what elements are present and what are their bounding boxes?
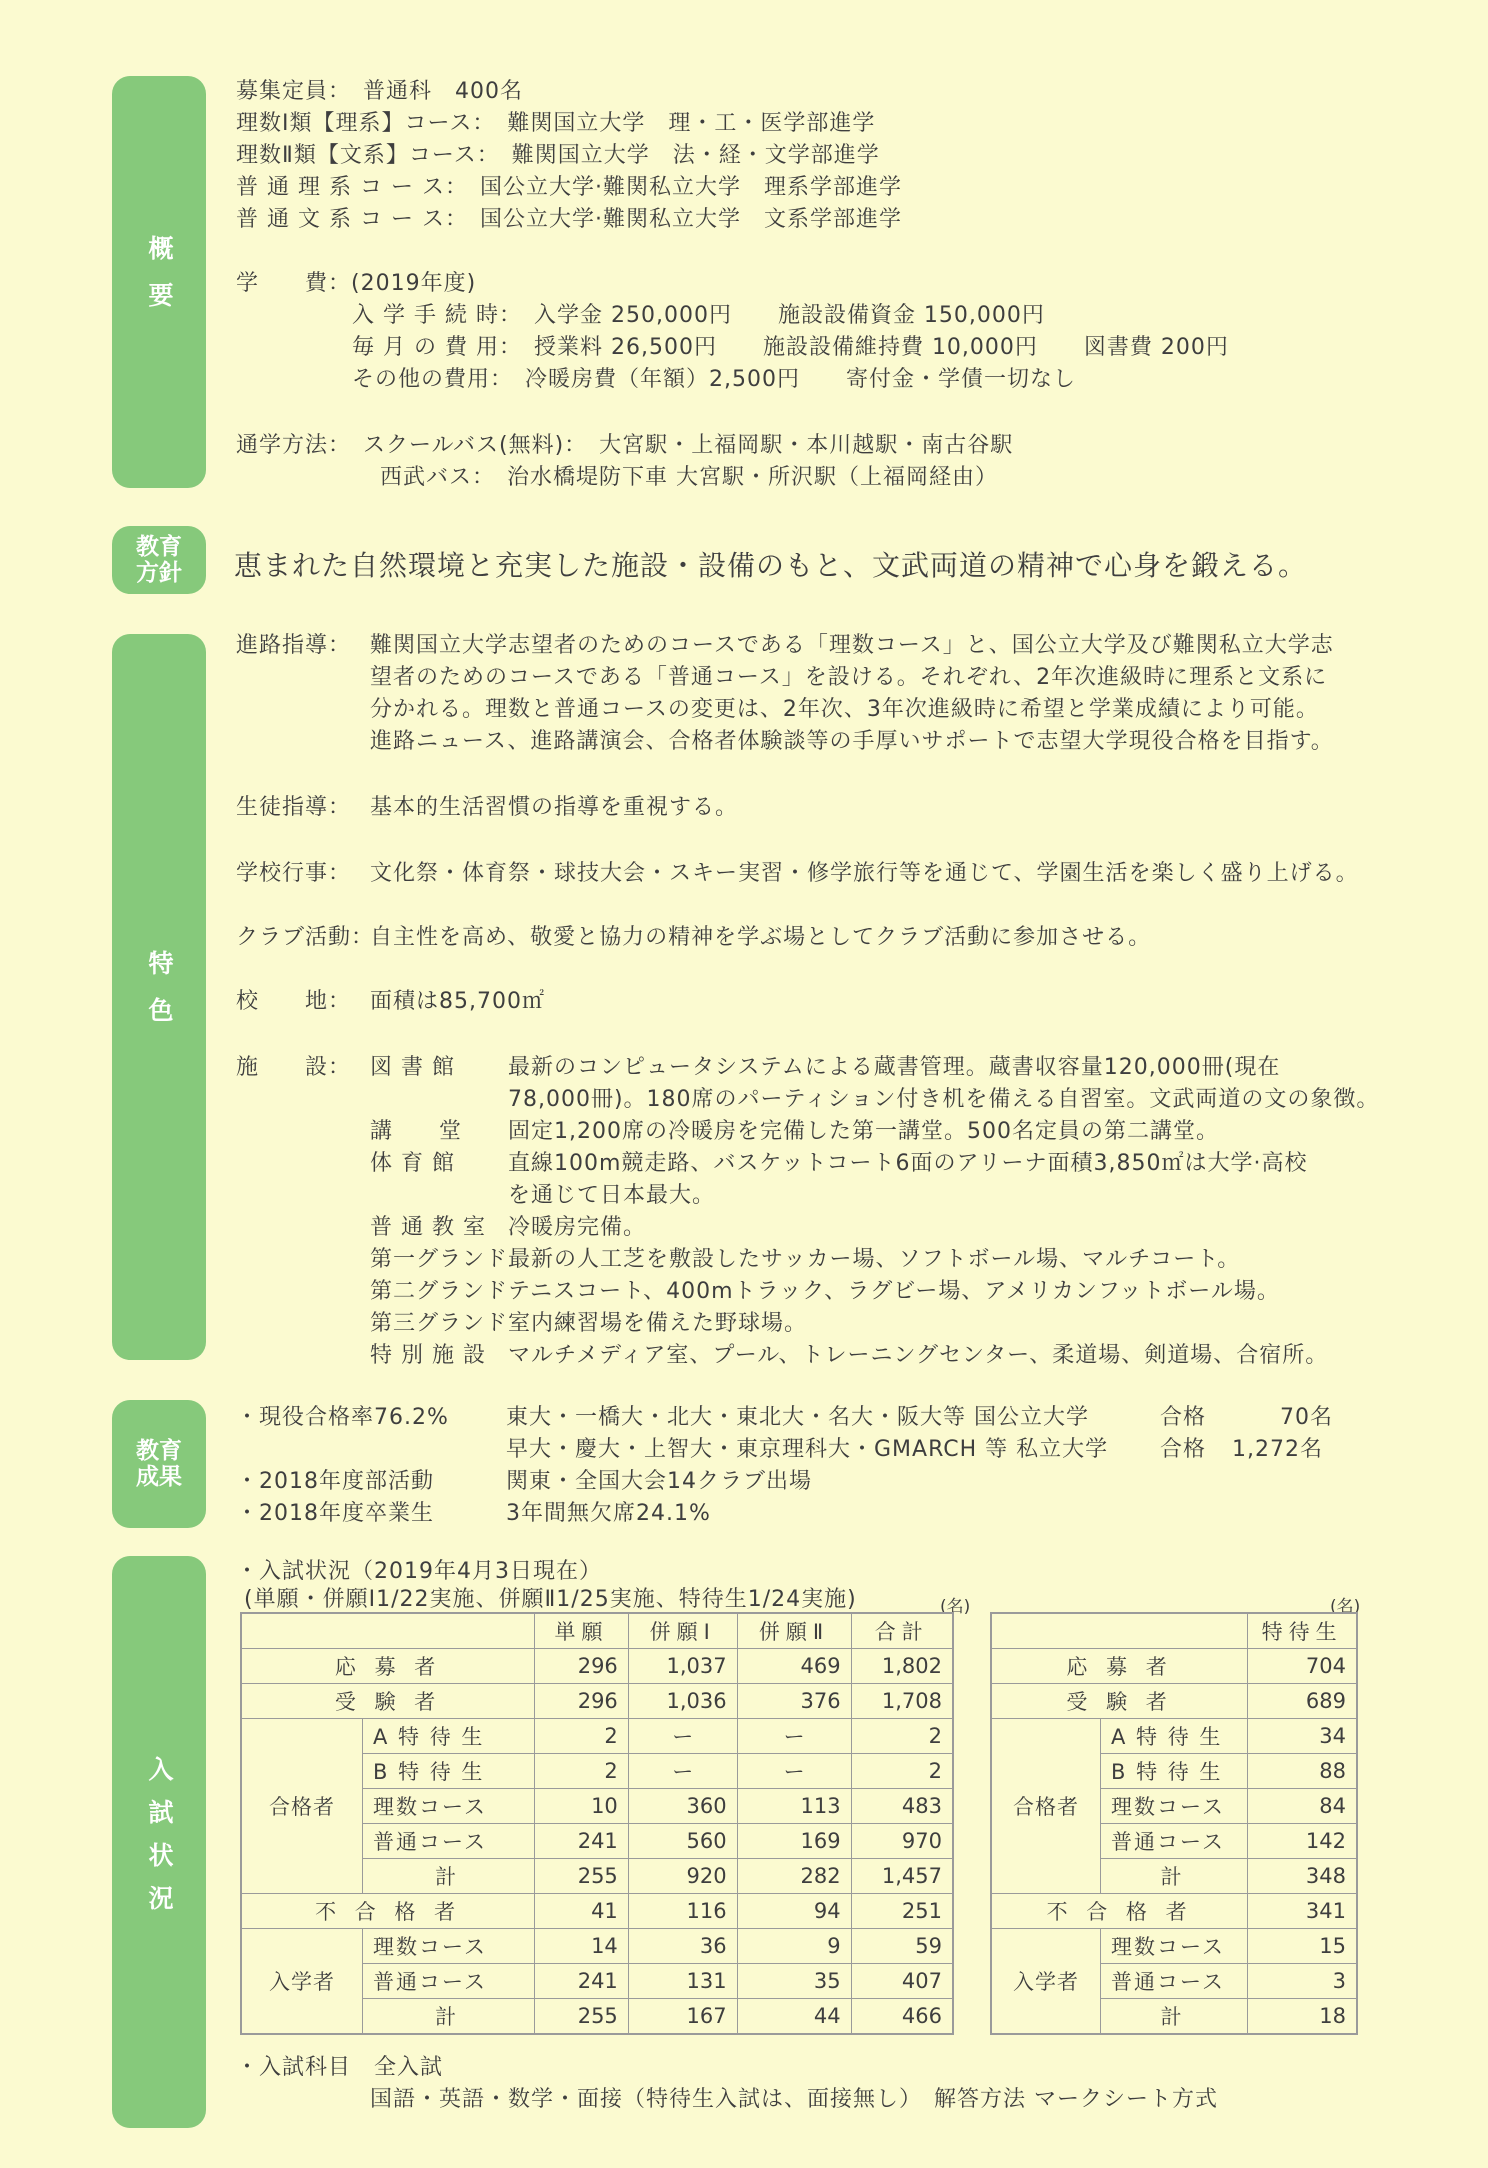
cell: 1,037: [628, 1649, 737, 1684]
column-header: 単願: [535, 1613, 629, 1649]
cell: 44: [737, 1999, 851, 2035]
admission-title: ・入試状況（2019年4月3日現在）: [236, 1559, 602, 1584]
cell: 2: [851, 1754, 953, 1789]
shisetsu-label: 施 設：: [236, 1055, 352, 1080]
kouchi-label: 校 地：: [236, 989, 352, 1014]
gyouji-text: 文化祭・体育祭・球技大会・スキー実習・修学旅行等を通じて、学園生活を楽しく盛り上げる。: [370, 861, 1359, 886]
facility-desc: 室内練習場を備えた野球場。: [508, 1311, 808, 1336]
seito-text: 基本的生活習慣の指導を重視する。: [370, 795, 739, 820]
column-header: 併願Ⅱ: [737, 1613, 851, 1649]
results-tag-label: 教育 成果: [136, 1438, 182, 1490]
results-private-count: 1,272名: [1232, 1437, 1323, 1462]
results-club-label: ・2018年度部活動: [236, 1469, 434, 1494]
column-header: 合計: [851, 1613, 953, 1649]
results-grad-label: ・2018年度卒業生: [236, 1501, 434, 1526]
cell: 116: [628, 1894, 737, 1929]
row-label: 理数コース: [1101, 1789, 1248, 1824]
overview-line: 普 通 文 系 コ ー ス： 国公立大学·難関私立大学 文系学部進学: [236, 207, 902, 232]
cell: 1,457: [851, 1859, 953, 1894]
section-tag-overview: 概要: [112, 76, 206, 488]
cell: 94: [737, 1894, 851, 1929]
group-label: 入学者: [241, 1929, 363, 2035]
table-row: [241, 1929, 953, 1964]
cell: 167: [628, 1999, 737, 2035]
corner-cell: [991, 1613, 1248, 1649]
section-tag-results: [112, 1400, 206, 1528]
cell: 10: [535, 1789, 629, 1824]
cell: 35: [737, 1964, 851, 1999]
shinro-line: 難関国立大学志望者のためのコースである「理数コース」と、国公立大学及び難関私立大学志: [370, 633, 1334, 658]
unit-label: (名): [940, 1597, 971, 1617]
club-text: 自主性を高め、敬愛と協力の精神を学ぶ場としてクラブ活動に参加させる。: [370, 925, 1152, 950]
facility-name: 図 書 館: [370, 1055, 455, 1080]
cell: 241: [535, 1824, 629, 1859]
row-label: 不 合 格 者: [241, 1894, 535, 1929]
seito-label: 生徒指導：: [236, 795, 352, 820]
facility-name: 講 堂: [370, 1119, 463, 1144]
results-rate: ・現役合格率76.2%: [236, 1405, 449, 1430]
facility-name: 普 通 教 室: [370, 1215, 486, 1240]
overview-line: 理数Ⅱ類【文系】コース： 難関国立大学 法・経・文学部進学: [236, 143, 880, 168]
cell: 34: [1248, 1719, 1357, 1754]
row-label: B 特 待 生: [1101, 1754, 1248, 1789]
shinro-line: 分かれる。理数と普通コースの変更は、2年次、3年次進級時に希望と学業成績により可能。: [370, 697, 1319, 722]
facility-desc: マルチメディア室、プール、トレーニングセンター、柔道場、剣道場、合宿所。: [508, 1343, 1329, 1368]
cell: 920: [628, 1859, 737, 1894]
cell: 241: [535, 1964, 629, 1999]
row-label: 受 験 者: [991, 1684, 1248, 1719]
row-label: A 特 待 生: [1101, 1719, 1248, 1754]
admission-subtitle: (単願・併願Ⅰ1/22実施、併願Ⅱ1/25実施、特待生1/24実施): [244, 1587, 857, 1612]
cell: 255: [535, 1859, 629, 1894]
cell: 18: [1248, 1999, 1357, 2035]
table-header-row: [241, 1613, 953, 1649]
cell: 255: [535, 1999, 629, 2035]
cell: 483: [851, 1789, 953, 1824]
table-row: [241, 1684, 953, 1719]
facility-name: 第三グランド: [370, 1311, 509, 1336]
club-label: クラブ活動：: [236, 925, 375, 950]
cell: 296: [535, 1649, 629, 1684]
row-label: 応 募 者: [991, 1649, 1248, 1684]
row-label: 普通コース: [363, 1964, 535, 1999]
unit-label: (名): [1330, 1597, 1361, 1617]
facility-name: 特 別 施 設: [370, 1343, 486, 1368]
results-grad: 3年間無欠席24.1%: [506, 1501, 711, 1526]
table-row: [241, 1649, 953, 1684]
cell: 2: [851, 1719, 953, 1754]
table-row: [991, 1719, 1357, 1754]
cell: 1,802: [851, 1649, 953, 1684]
column-header: 併願Ⅰ: [628, 1613, 737, 1649]
cell: 84: [1248, 1789, 1357, 1824]
group-label: 合格者: [241, 1719, 363, 1894]
cell: 3: [1248, 1964, 1357, 1999]
cell: 704: [1248, 1649, 1357, 1684]
row-label: 普通コース: [1101, 1964, 1248, 1999]
facility-name: 体 育 館: [370, 1151, 455, 1176]
cell: 407: [851, 1964, 953, 1999]
cell: 113: [737, 1789, 851, 1824]
facility-desc: 78,000冊)。180席のパーティション付き机を備える自習室。文武両道の文の象徴。: [508, 1087, 1380, 1112]
cell: ー: [628, 1754, 737, 1789]
facility-desc: 直線100m競走路、バスケットコート6面のアリーナ面積3,850㎡は大学·高校: [508, 1151, 1308, 1176]
row-label: A 特 待 生: [363, 1719, 535, 1754]
cell: 282: [737, 1859, 851, 1894]
row-label: 計: [1101, 1859, 1248, 1894]
fees-line: その他の費用： 冷暖房費（年額）2,500円 寄付金・学債一切なし: [352, 367, 1076, 392]
fees-line: 毎 月 の 費 用： 授業料 26,500円 施設設備維持費 10,000円 図書費 200円: [352, 335, 1229, 360]
fees-label: 学 費：(2019年度): [236, 271, 477, 296]
results-private-pass: 合格: [1160, 1437, 1207, 1462]
overview-line: 理数Ⅰ類【理系】コース： 難関国立大学 理・工・医学部進学: [236, 111, 876, 136]
results-private: 早大・慶大・上智大・東京理科大・GMARCH 等 私立大学: [506, 1437, 1109, 1462]
cell: 348: [1248, 1859, 1357, 1894]
row-label: 普通コース: [1101, 1824, 1248, 1859]
cell: 469: [737, 1649, 851, 1684]
commute-line: 西武バス： 治水橋堤防下車 大宮駅・所沢駅（上福岡経由）: [380, 465, 998, 490]
facility-name: 第二グランド: [370, 1279, 509, 1304]
row-label: 不 合 格 者: [991, 1894, 1248, 1929]
cell: 9: [737, 1929, 851, 1964]
commute-line: 通学方法： スクールバス(無料)： 大宮駅・上福岡駅・本川越駅・南古谷駅: [236, 433, 1014, 458]
row-label: B 特 待 生: [363, 1754, 535, 1789]
admission-main-table: [240, 1612, 954, 2035]
row-label: 普通コース: [363, 1824, 535, 1859]
group-label: 入学者: [991, 1929, 1101, 2035]
kamoku-label: ・入試科目 全入試: [236, 2055, 444, 2080]
row-label: 計: [363, 1859, 535, 1894]
facility-name: 第一グランド: [370, 1247, 509, 1272]
cell: 466: [851, 1999, 953, 2035]
cell: 970: [851, 1824, 953, 1859]
table-row: [241, 1894, 953, 1929]
shinro-line: 進路ニュース、進路講演会、合格者体験談等の手厚いサポートで志望大学現役合格を目指す。: [370, 729, 1334, 754]
cell: 88: [1248, 1754, 1357, 1789]
gyouji-label: 学校行事：: [236, 861, 352, 886]
cell: 36: [628, 1929, 737, 1964]
cell: 341: [1248, 1894, 1357, 1929]
cell: 142: [1248, 1824, 1357, 1859]
cell: 2: [535, 1754, 629, 1789]
cell: 296: [535, 1684, 629, 1719]
cell: 14: [535, 1929, 629, 1964]
row-label: 受 験 者: [241, 1684, 535, 1719]
admission-scholarship-table: [990, 1612, 1358, 2035]
shinro-line: 望者のためのコースである「普通コース」を設ける。それぞれ、2年次進級時に理系と文系に: [370, 665, 1328, 690]
facility-desc: 最新のコンピュータシステムによる蔵書管理。蔵書収容量120,000冊(現在: [508, 1055, 1281, 1080]
cell: ー: [737, 1754, 851, 1789]
overview-line: 募集定員： 普通科 400名: [236, 79, 523, 104]
row-label: 計: [1101, 1999, 1248, 2035]
kouchi-text: 面積は85,700㎡: [370, 989, 545, 1014]
table-row: [241, 1719, 953, 1754]
shinro-label: 進路指導：: [236, 633, 352, 658]
corner-cell: [241, 1613, 535, 1649]
row-label: 理数コース: [363, 1929, 535, 1964]
cell: 169: [737, 1824, 851, 1859]
facility-desc: 固定1,200席の冷暖房を完備した第一講堂。500名定員の第二講堂。: [508, 1119, 1219, 1144]
cell: 251: [851, 1894, 953, 1929]
cell: 1,708: [851, 1684, 953, 1719]
cell: 376: [737, 1684, 851, 1719]
row-label: 応 募 者: [241, 1649, 535, 1684]
section-tag-features: 特色: [112, 634, 206, 1360]
cell: 560: [628, 1824, 737, 1859]
table-row: [991, 1684, 1357, 1719]
cell: ー: [628, 1719, 737, 1754]
cell: 131: [628, 1964, 737, 1999]
row-label: 理数コース: [363, 1789, 535, 1824]
facility-desc: テニスコート、400mトラック、ラグビー場、アメリカンフットボール場。: [508, 1279, 1280, 1304]
cell: ー: [737, 1719, 851, 1754]
overview-line: 普 通 理 系 コ ー ス： 国公立大学·難関私立大学 理系学部進学: [236, 175, 902, 200]
results-national: 東大・一橋大・北大・東北大・名大・阪大等 国公立大学: [506, 1405, 1089, 1430]
table-row: [991, 1929, 1357, 1964]
table-row: [991, 1894, 1357, 1929]
results-national-count: 70名: [1280, 1405, 1333, 1430]
group-label: 合格者: [991, 1719, 1101, 1894]
row-label: 計: [363, 1999, 535, 2035]
section-tag-admission: 入試状況: [112, 1556, 206, 2128]
results-national-pass: 合格: [1160, 1405, 1207, 1430]
facility-desc: を通じて日本最大。: [508, 1183, 716, 1208]
policy-tag-label: 教育 方針: [136, 534, 182, 586]
cell: 2: [535, 1719, 629, 1754]
fees-line: 入 学 手 続 時： 入学金 250,000円 施設設備資金 150,000円: [352, 303, 1045, 328]
kamoku-text: 国語・英語・数学・面接（特待生入試は、面接無し） 解答方法 マークシート方式: [370, 2087, 1218, 2112]
cell: 1,036: [628, 1684, 737, 1719]
row-label: 理数コース: [1101, 1929, 1248, 1964]
facility-desc: 冷暖房完備。: [508, 1215, 647, 1240]
cell: 689: [1248, 1684, 1357, 1719]
cell: 15: [1248, 1929, 1357, 1964]
results-club: 関東・全国大会14クラブ出場: [506, 1469, 812, 1494]
policy-text: 恵まれた自然環境と充実した施設・設備のもと、文武両道の精神で心身を鍛える。: [234, 549, 1308, 582]
table-header-row: [991, 1613, 1357, 1649]
column-header: 特待生: [1248, 1613, 1357, 1649]
cell: 360: [628, 1789, 737, 1824]
table-row: [991, 1649, 1357, 1684]
section-tag-policy: [112, 526, 206, 594]
cell: 59: [851, 1929, 953, 1964]
cell: 41: [535, 1894, 629, 1929]
facility-desc: 最新の人工芝を敷設したサッカー場、ソフトボール場、マルチコート。: [508, 1247, 1241, 1272]
